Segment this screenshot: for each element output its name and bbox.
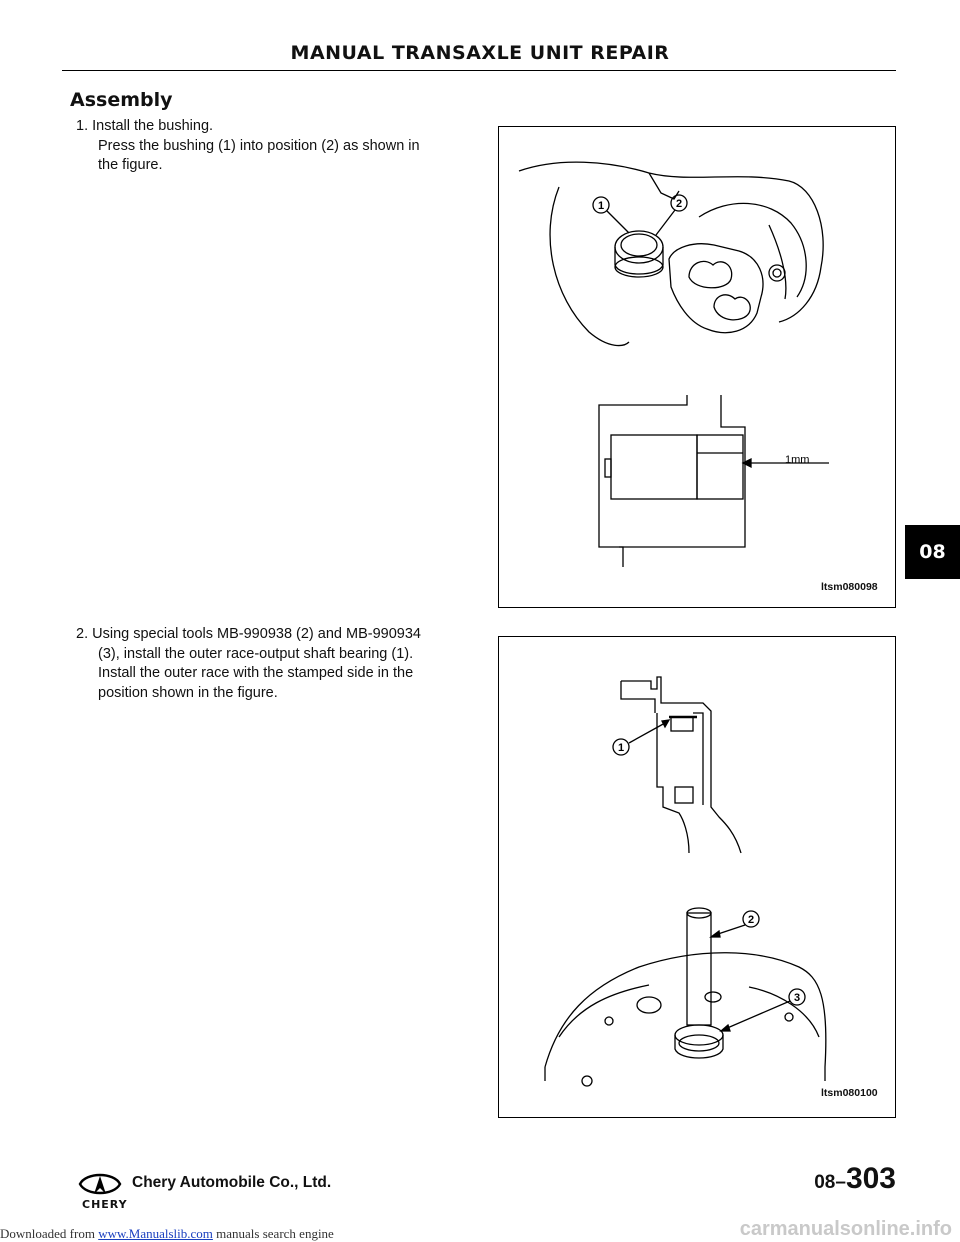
watermark-prefix: Downloaded from <box>0 1226 99 1241</box>
site-watermark: carmanualsonline.info <box>739 1218 952 1240</box>
footer-page-num: 303 <box>845 1162 896 1195</box>
download-watermark <box>0 1226 334 1242</box>
figure-outer-race-install <box>498 636 896 1118</box>
section-title: Assembly <box>70 89 173 111</box>
figure-2-callout-2: 2 <box>747 914 755 926</box>
chery-logo-icon <box>76 1170 124 1198</box>
figure-1-callout-1: 1 <box>597 200 605 212</box>
footer-brand: CHERY <box>82 1198 128 1211</box>
footer-company: Chery Automobile Co., Ltd. <box>132 1174 332 1191</box>
figure-2-id: ltsm080100 <box>821 1087 878 1099</box>
step-2-line-3: Install the outer race with the stamped side in the <box>98 665 414 681</box>
footer-page-section: 08– <box>814 1172 846 1193</box>
chapter-tab: 08 <box>905 525 960 579</box>
outer-race-illustration <box>499 637 895 1117</box>
watermark-suffix: manuals search engine <box>212 1226 334 1241</box>
step-1-line-3: the figure. <box>98 157 163 173</box>
page-header-title: MANUAL TRANSAXLE UNIT REPAIR <box>290 42 670 64</box>
step-1-line-1: 1. Install the bushing. <box>76 118 214 134</box>
step-1 <box>76 117 464 176</box>
step-1-line-2: Press the bushing (1) into position (2) as shown in <box>98 137 420 154</box>
figure-2-callout-3: 3 <box>793 992 801 1004</box>
step-2-line-4: position shown in the figure. <box>98 684 278 701</box>
step-2 <box>76 625 464 703</box>
figure-2-callout-1: 1 <box>617 742 625 754</box>
bushing-illustration <box>499 127 895 607</box>
dimension-label: 1mm <box>785 454 810 466</box>
footer-page-number <box>814 1162 896 1196</box>
figure-1-callout-2: 2 <box>675 198 683 210</box>
manualslib-link[interactable]: www.Manualslib.com <box>98 1226 213 1241</box>
header-divider <box>62 70 896 71</box>
figure-1-id: ltsm080098 <box>821 581 878 593</box>
step-2-line-1: 2. Using special tools MB-990938 (2) and MB-990934 <box>76 626 421 642</box>
step-2-line-2: (3), install the outer race-output shaft bearing (1). <box>98 645 414 662</box>
figure-bushing-install <box>498 126 896 608</box>
